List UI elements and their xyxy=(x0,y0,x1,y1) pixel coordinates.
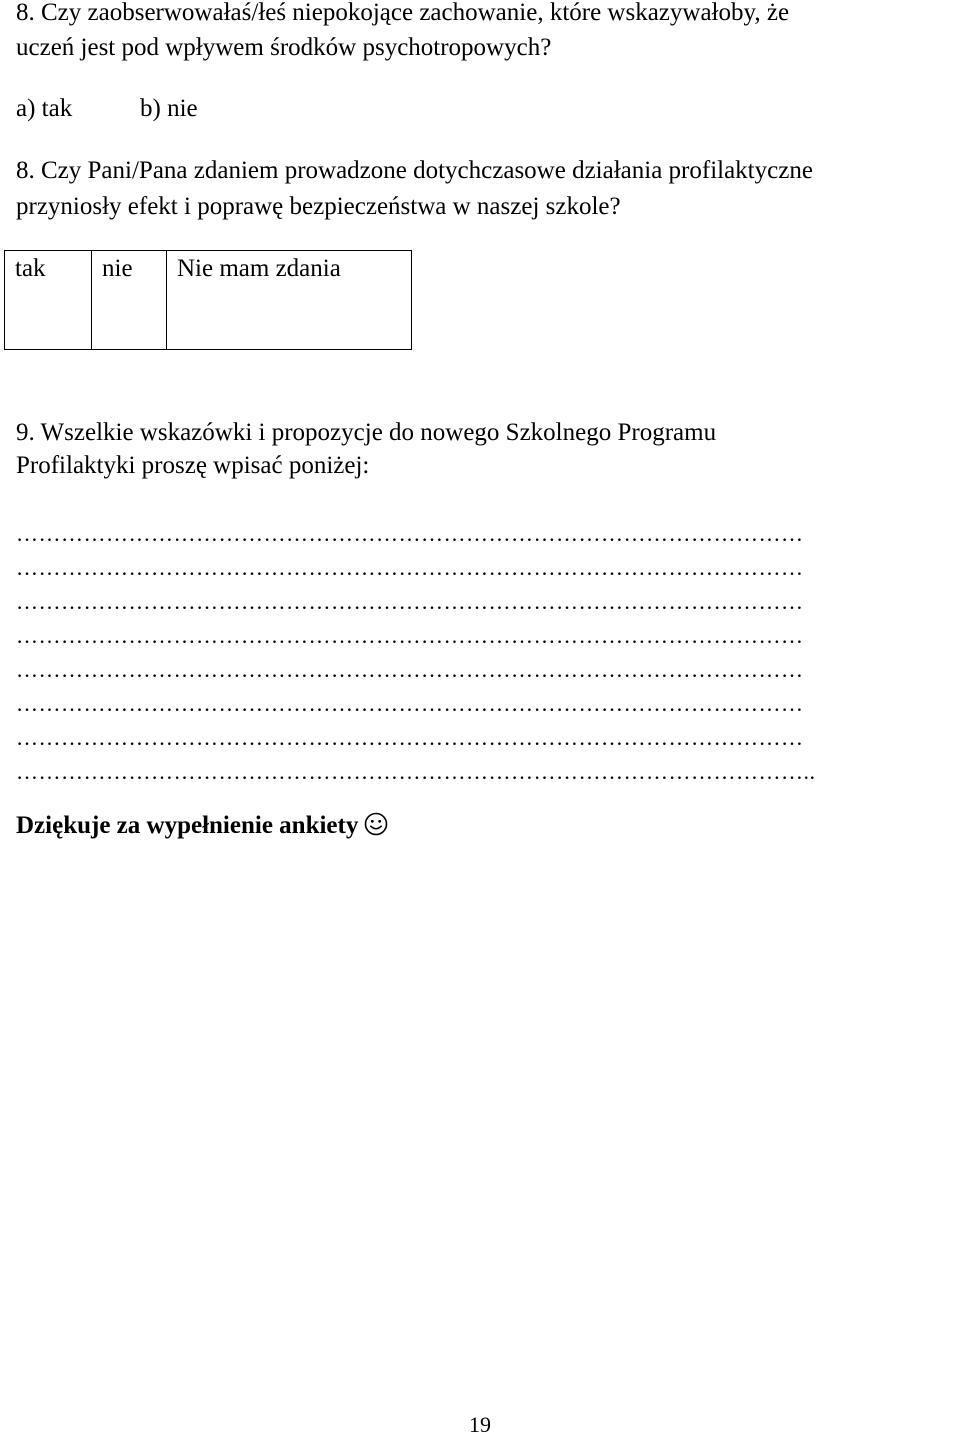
q8a-line-2: uczeń jest pod wpływem środków psychotropowych? xyxy=(16,34,552,61)
answer-line-8[interactable]: …………………………………………………………………………………………….. xyxy=(16,760,816,784)
answer-line-3[interactable]: …………………………………………………………………………………………… xyxy=(16,590,804,614)
option-cell-nie[interactable]: nie xyxy=(92,251,167,350)
q8b-line-2: przyniosły efekt i poprawę bezpieczeństwa w naszej szkole? xyxy=(16,193,621,220)
thanks-text: Dziękuje za wypełnienie ankiety xyxy=(16,812,359,839)
answer-line-7[interactable]: …………………………………………………………………………………………… xyxy=(16,726,804,750)
q8b-options-table xyxy=(4,250,412,350)
answer-line-5[interactable]: …………………………………………………………………………………………… xyxy=(16,658,804,682)
q9-line-2: Profilaktyki proszę wpisać poniżej: xyxy=(16,452,370,479)
answer-line-4[interactable]: …………………………………………………………………………………………… xyxy=(16,624,804,648)
q8a-answer-a: a) tak xyxy=(16,95,73,122)
thanks-message xyxy=(16,810,388,845)
option-cell-nie-mam-zdania[interactable]: Nie mam zdania xyxy=(167,251,412,350)
q8b-line-1: 8. Czy Pani/Pana zdaniem prowadzone dotychczasowe działania profilaktyczne xyxy=(16,157,813,184)
q8a-answer-b: b) nie xyxy=(140,95,198,122)
q9-line-1: 9. Wszelkie wskazówki i propozycje do nowego Szkolnego Programu xyxy=(16,419,717,446)
option-cell-tak[interactable]: tak xyxy=(5,251,92,350)
page-number: 19 xyxy=(469,1412,491,1437)
q8a-line-1: 8. Czy zaobserwowałaś/łeś niepokojące zachowanie, które wskazywałoby, że xyxy=(16,0,790,26)
answer-line-2[interactable]: …………………………………………………………………………………………… xyxy=(16,556,804,580)
answer-line-6[interactable]: …………………………………………………………………………………………… xyxy=(16,692,804,716)
smiley-face-icon xyxy=(364,812,388,845)
answer-line-1[interactable]: …………………………………………………………………………………………… xyxy=(16,522,804,546)
q8a-answers xyxy=(16,94,198,124)
